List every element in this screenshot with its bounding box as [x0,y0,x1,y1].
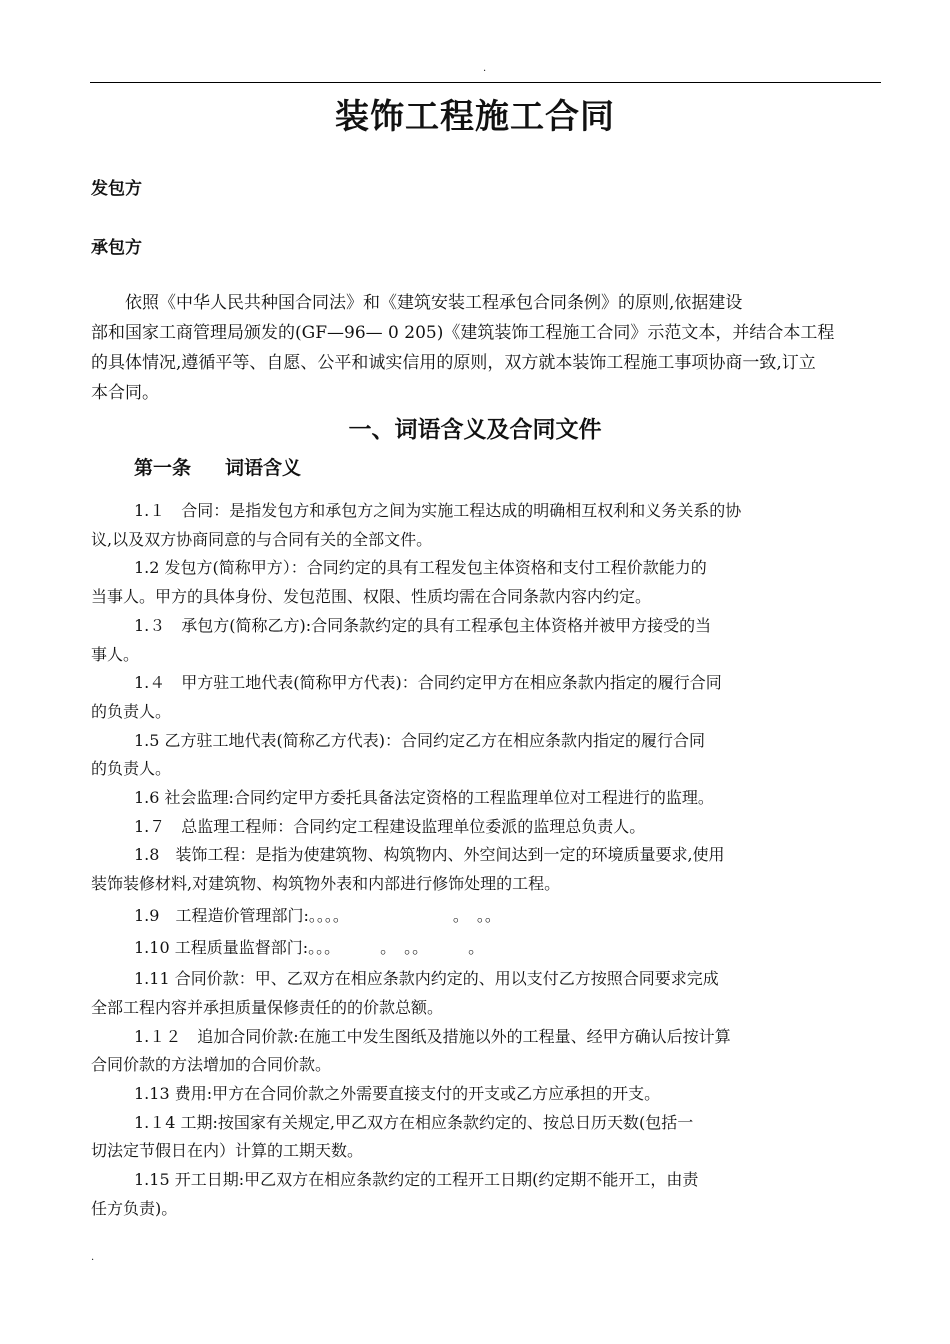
header-mark: . [483,63,487,74]
article-number: 第一条 [134,457,192,479]
clause-1-15 [91,1166,881,1223]
clause-1-1 [91,497,881,554]
clause-line: 1.１２ 追加合同价款:在施工中发生图纸及措施以外的工程量、经甲方确认后按计算 [134,1026,731,1046]
intro-paragraph [91,288,891,408]
clause-line: 1.8 装饰工程：是指为使建筑物、构筑物内、外空间达到一定的环境质量要求,使用 [134,845,725,865]
party-b-label: 承包方 [91,238,142,258]
clause-1-8 [91,841,881,898]
clause-line: 任方负责)。 [91,1198,178,1218]
clause-1-5 [91,727,881,784]
clause-line: 全部工程内容并承担质量保修责任的的价款总额。 [91,997,444,1017]
clause-line: 1.5 乙方驻工地代表(简称乙方代表)：合同约定乙方在相应条款内指定的履行合同 [134,730,706,750]
clause-1-11 [91,965,881,1022]
clause-1-3 [91,612,881,669]
section-heading: 一、词语含义及合同文件 [348,417,602,443]
article-heading [134,454,301,482]
clause-line: 1.７ 总监理工程师：合同约定工程建设监理单位委派的监理总负责人。 [134,816,646,836]
document-title: 装饰工程施工合同 [335,97,615,137]
clause-line: 合同价款的方法增加的合同价款。 [91,1055,332,1075]
intro-line: 部和国家工商管理局颁发的(GF—96— 0 205)《建筑装饰工程施工合同》示范文本，并结合本工程 [91,323,835,343]
party-a-label: 发包方 [91,179,142,199]
clause-line: 1.11 合同价款：甲、乙双方在相应条款内约定的、用以支付乙方按照合同要求完成 [134,969,719,989]
clause-line: 议,以及双方协商同意的与合同有关的全部文件。 [91,529,433,549]
header-rule [90,82,881,83]
clause-1-9 [91,902,881,931]
clause-line: 1.１ 合同：是指发包方和承包方之间为实施工程达成的明确相互权利和义务关系的协 [134,501,742,520]
clause-line: 的负责人。 [91,701,172,721]
intro-line: 依照《中华人民共种国合同法》和《建筑安装工程承包合同条例》的原则,依据建设 [125,293,743,313]
clause-1-6 [91,784,881,813]
clause-line: 切法定节假日在内）计算的工期天数。 [91,1141,364,1161]
clause-line: 1.9 工程造价管理部门:。。。。 。 。。 [134,905,501,925]
clause-1-14 [91,1109,881,1166]
clause-1-13 [91,1080,881,1109]
clause-line: 1.10 工程质量监督部门:。。。 。 。。 。 [134,937,485,957]
clause-line: 1.13 费用:甲方在合同价款之外需要直接支付的开支或乙方应承担的开支。 [134,1084,661,1104]
article-name: 词语含义 [225,457,302,479]
clause-1-12 [91,1023,881,1080]
clause-line: 的负责人。 [91,759,172,779]
intro-line: 的具体情况,遵循平等、自愿、公平和诚实信用的原则，双方就本装饰工程施工事项协商一致,订立 [91,353,816,373]
clause-line: 1.１4 工期:按国家有关规定,甲乙双方在相应条款约定的、按总日历天数(包括一 [134,1112,694,1132]
clause-line: 装饰装修材料,对建筑物、构筑物外表和内部进行修饰处理的工程。 [91,874,561,894]
clause-list [91,497,881,1224]
clause-line: 1.３ 承包方(简称乙方):合同条款约定的具有工程承包主体资格并被甲方接受的当 [134,615,712,635]
clause-line: 事人。 [91,644,140,664]
clause-1-10 [91,934,881,963]
intro-line: 本合同。 [91,383,159,403]
clause-1-2 [91,554,881,611]
clause-line: 1.４ 甲方驻工地代表(简称甲方代表)：合同约定甲方在相应条款内指定的履行合同 [134,673,722,693]
clause-line: 1.15 开工日期:甲乙双方在相应条款约定的工程开工日期(约定期不能开工，由责 [134,1170,699,1190]
clause-1-4 [91,669,881,726]
clause-line: 1.6 社会监理:合同约定甲方委托具备法定资格的工程监理单位对工程进行的监理。 [134,788,714,808]
clause-1-7 [91,813,881,842]
clause-line: 1.2 发包方(简称甲方）：合同约定的具有工程发包主体资格和支付工程价款能力的 [134,558,707,578]
footer-mark: . [91,1252,95,1263]
clause-line: 当事人。甲方的具体身份、发包范围、权限、性质均需在合同条款内容内约定。 [91,587,652,607]
